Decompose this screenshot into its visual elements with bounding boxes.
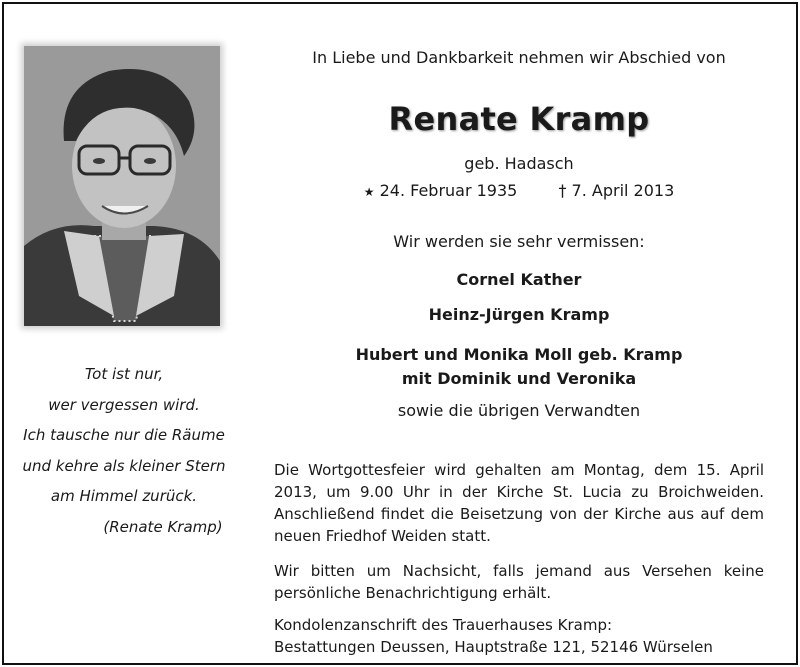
intro-line: In Liebe und Dankbarkeit nehmen wir Abschied von xyxy=(312,48,726,67)
mourner-name: Heinz-Jürgen Kramp xyxy=(428,305,610,324)
life-dates xyxy=(274,181,764,200)
poem-line: wer vergessen wird. xyxy=(48,395,200,414)
birth-date: ★ 24. Februar 1935 xyxy=(363,181,518,200)
born-name: geb. Hadasch xyxy=(464,154,574,173)
other-relatives: sowie die übrigen Verwandten xyxy=(397,401,641,420)
portrait-photo xyxy=(24,46,220,326)
deceased-name: Renate Kramp xyxy=(388,100,650,138)
star-icon: ★ xyxy=(363,185,375,199)
condolence-line: Bestattungen Deussen, Hauptstraße 121, 52146 Würselen xyxy=(274,638,713,656)
condolence-line: Kondolenzanschrift des Trauerhauses Kramp: xyxy=(274,616,613,634)
poem-author: (Renate Kramp) xyxy=(103,517,223,536)
notice-paragraph: Wir bitten um Nachsicht, falls jemand aus Versehen keine persönliche Benachrichtigung erhält. xyxy=(274,562,764,602)
poem-line: Ich tausche nur die Räume xyxy=(23,426,225,444)
cross-icon: † xyxy=(558,181,567,200)
obituary-frame xyxy=(2,2,798,665)
poem xyxy=(4,359,244,542)
poem-line: am Himmel zurück. xyxy=(50,487,198,505)
mourner-name: Cornel Kather xyxy=(456,270,582,289)
miss-line: Wir werden sie sehr vermissen: xyxy=(393,232,645,251)
mourner-name: mit Dominik und Veronika xyxy=(401,369,637,388)
poem-line: Tot ist nur, xyxy=(84,365,164,383)
poem-line: und kehre als kleiner Stern xyxy=(22,456,226,475)
death-date: † 7. April 2013 xyxy=(558,181,675,200)
condolence-address xyxy=(274,614,764,658)
service-paragraph: Die Wortgottesfeier wird gehalten am Montag, dem 15. April 2013, um 9.00 Uhr in der Kirche St. Lucia zu Broichweiden. Anschließend findet die Beisetzung von der Kirche aus auf dem neuen Friedhof Weiden statt. xyxy=(274,461,764,545)
mourner-name: Hubert und Monika Moll geb. Kramp xyxy=(355,345,683,364)
